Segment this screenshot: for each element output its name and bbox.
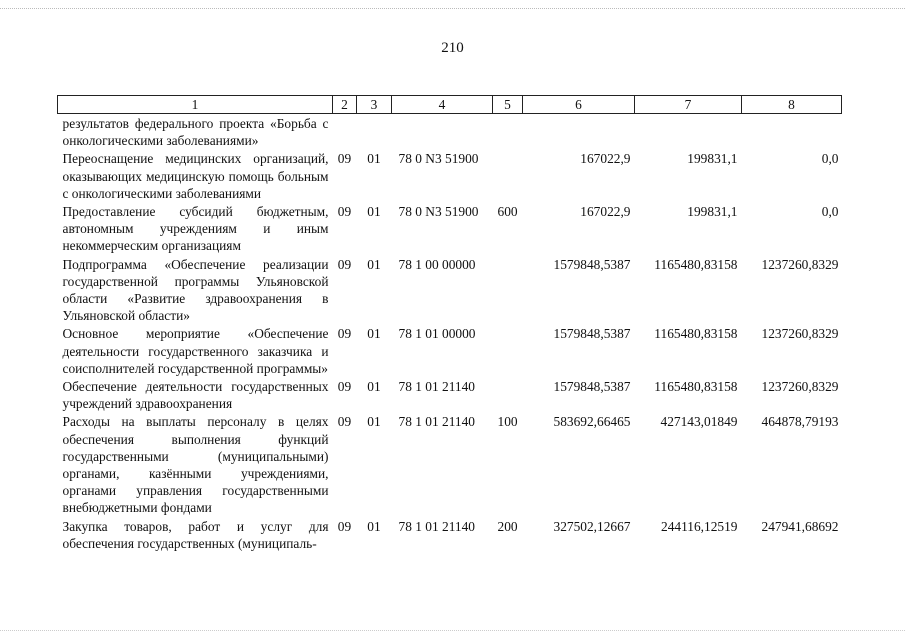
row-amount-7: [635, 114, 742, 150]
row-section: [333, 114, 357, 150]
row-name: результатов федерального проекта «Борьба с онкологическими заболеваниями»: [62, 116, 329, 149]
row-expense-type: [493, 255, 523, 325]
scan-artifact-bottom: [0, 630, 905, 632]
table-header-row: [58, 96, 842, 114]
row-amount-8: 1237260,8329: [761, 326, 839, 342]
header-col-2: 2: [333, 96, 357, 114]
row-subsection: 01: [367, 256, 381, 272]
row-amount-8: 464878,79193: [761, 414, 839, 430]
row-section: 09: [337, 204, 352, 220]
row-name: Закупка товаров, работ и услуг для обеспечения государственных (муниципаль-: [62, 518, 329, 551]
row-expense-type: 200: [497, 518, 518, 534]
row-section: 09: [337, 518, 352, 534]
row-expense-type: [493, 114, 523, 150]
row-amount-8: 1237260,8329: [761, 379, 839, 395]
table-row: [58, 202, 842, 255]
budget-table: [57, 95, 842, 552]
row-section: 09: [337, 326, 352, 342]
row-expense-type: [493, 377, 523, 412]
row-expense-type: [493, 324, 523, 377]
row-amount-6: 1579848,5387: [553, 379, 631, 395]
row-subsection: [357, 114, 392, 150]
row-section: 09: [337, 151, 352, 167]
table-row: [58, 377, 842, 412]
row-expense-type: 100: [497, 414, 518, 430]
row-target-code: 78 1 01 21140: [398, 379, 475, 395]
table-row: [58, 255, 842, 325]
row-amount-7: 1165480,83158: [654, 379, 738, 395]
row-section: 09: [337, 256, 352, 272]
row-amount-8: [742, 114, 842, 150]
table-row: [58, 517, 842, 552]
row-amount-6: 327502,12667: [553, 518, 631, 534]
row-subsection: 01: [367, 151, 381, 167]
row-section: 09: [337, 379, 352, 395]
row-target-code: 78 1 01 21140: [398, 414, 475, 430]
header-col-8: 8: [742, 96, 842, 114]
row-expense-type: 600: [497, 204, 518, 220]
table-row: [58, 149, 842, 202]
row-name: Предоставление субсидий бюджетным, автономным учреждениям и иным некоммерческим организациям: [62, 204, 329, 254]
row-target-code: 78 0 N3 51900: [398, 204, 479, 220]
row-expense-type: [493, 149, 523, 202]
table-row: [58, 412, 842, 516]
header-col-3: 3: [357, 96, 392, 114]
row-amount-6: [523, 114, 635, 150]
header-col-1: 1: [58, 96, 333, 114]
header-col-6: 6: [523, 96, 635, 114]
row-name: Основное мероприятие «Обеспечение деятельности государственного заказчика и соисполнителей государственной программы»: [62, 326, 329, 376]
row-amount-6: 167022,9: [580, 151, 631, 167]
row-target-code: 78 1 01 21140: [398, 518, 475, 534]
row-target-code: 78 1 00 00000: [398, 256, 476, 272]
row-amount-7: 199831,1: [687, 151, 738, 167]
row-name: Переоснащение медицинских организаций, оказывающих медицинскую помощь больным с онкологическими заболеваниями: [62, 151, 329, 201]
row-name: Расходы на выплаты персоналу в целях обеспечения выполнения функций государственными (муниципальными) органами, казёнными учреждениями, органами управления государственными внебюджетными фондами: [62, 414, 329, 516]
header-col-5: 5: [493, 96, 523, 114]
row-amount-7: 244116,12519: [661, 518, 738, 534]
row-section: 09: [337, 414, 352, 430]
row-amount-6: 167022,9: [580, 204, 631, 220]
row-subsection: 01: [367, 326, 381, 342]
header-col-4: 4: [392, 96, 493, 114]
page-number: 210: [441, 40, 464, 56]
row-target-code: 78 0 N3 51900: [398, 151, 479, 167]
row-name: Подпрограмма «Обеспечение реализации государственной программы Ульяновской области «Развитие здравоохранения в Ульяновской области»: [62, 256, 329, 324]
table-row: [58, 114, 842, 150]
row-name: Обеспечение деятельности государственных учреждений здравоохранения: [62, 379, 329, 412]
row-subsection: 01: [367, 204, 381, 220]
row-amount-8: 247941,68692: [761, 518, 839, 534]
row-subsection: 01: [367, 379, 381, 395]
row-amount-7: 199831,1: [687, 204, 738, 220]
row-target-code: 78 1 01 00000: [398, 326, 476, 342]
row-amount-6: 1579848,5387: [553, 256, 631, 272]
header-col-7: 7: [635, 96, 742, 114]
row-amount-7: 1165480,83158: [654, 326, 738, 342]
row-amount-7: 1165480,83158: [654, 256, 738, 272]
table-row: [58, 324, 842, 377]
row-subsection: 01: [367, 414, 381, 430]
row-amount-6: 583692,66465: [553, 414, 631, 430]
row-amount-8: 0,0: [821, 151, 839, 167]
row-amount-8: 0,0: [821, 204, 839, 220]
row-target-code: [392, 114, 493, 150]
row-amount-7: 427143,01849: [660, 414, 738, 430]
scan-artifact-top: [0, 8, 905, 10]
row-subsection: 01: [367, 518, 381, 534]
row-amount-6: 1579848,5387: [553, 326, 631, 342]
row-amount-8: 1237260,8329: [761, 256, 839, 272]
